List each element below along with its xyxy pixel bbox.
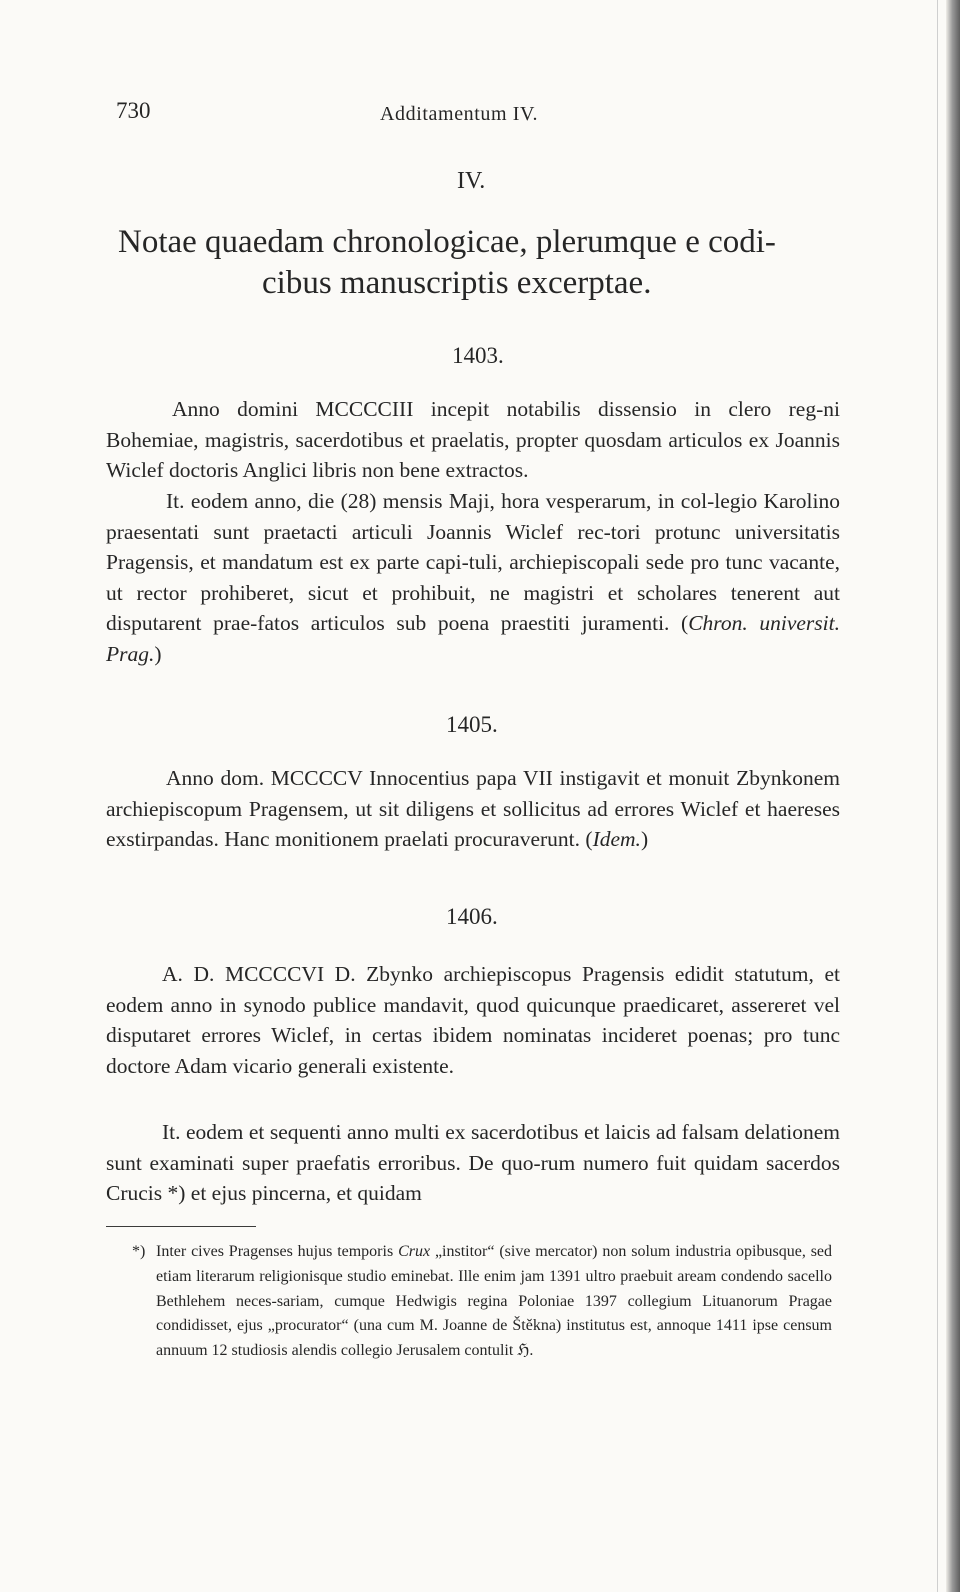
footnote-text-after: „institor“ (sive mercator) non solum industria opibusque, sed etiam literarum religionisque studio eminebat. Ille enim jam 1391 ultro praebuit aream condendo sacello Bethlehem neces-sariam, cumque Hedwigis regina Poloniae 1397 collegium Lituanorum Pragae condidisset, ejus „procurator“ (una cum M. Joanne de Štěkna) institutus est, annoque 1411 ipse censum annuum 12 studiosis alendis collegio Jerusalem contulit xyxy=(156,1243,833,1360)
footnote-italic-word: Crux xyxy=(398,1243,431,1260)
paragraph-1403-b xyxy=(106,486,840,669)
paragraph-text: Anno dom. MCCCCV Innocentius papa VII instigavit et monuit Zbynkonem archiepiscopum Pragensem, ut sit diligens et sollicitus ad errores Wiclef et haereses exstirpandas. Hanc monitionem praelati procuraverunt. ( xyxy=(106,766,840,851)
section-title-line-1: Notae quaedam chronologicae, plerumque e codi- xyxy=(118,224,776,260)
year-heading-1403: 1403. xyxy=(452,343,504,368)
paragraph-text: It. eodem anno, die (28) mensis Maji, hora vesperarum, in col-legio Karolino praesentati sunt praetacti articuli Joannis Wiclef rec-tori protunc universitatis Pragensis, et mandatum est ex parte capi-tuli, archiepiscopali sede pro tunc vacante, ut rector prohiberet, sicut et prohibuit, ne magistri et scholares tenerent aut disputarent prae-fatos articulos sub poena praestiti juramenti. ( xyxy=(106,489,840,635)
section-title-line-2: cibus manuscriptis excerptae. xyxy=(262,265,652,301)
paragraph-1403-a: Anno domini MCCCCIII incepit notabilis dissensio in clero reg-ni Bohemiae, magistris, sacerdotibus et praelatis, propter quosdam articulos ex Joannis Wiclef doctoris Anglici libris non bene extractos. xyxy=(106,397,840,482)
year-heading-1406: 1406. xyxy=(446,904,498,929)
footnote xyxy=(132,1240,833,1364)
footnote-marker: *) xyxy=(132,1243,146,1260)
paragraph-1406-a: A. D. MCCCCVI D. Zbynko archiepiscopus Pragensis edidit statutum, et eodem anno in synodo publice mandavit, quod quicunque praedicaret, assereret vel disputaret errores Wiclef, in certas ibidem nominatas incideret poenas; pro tunc doctore Adam vicario generali existente. xyxy=(106,962,840,1078)
paragraph-1405 xyxy=(106,763,840,855)
source-citation: Chron. universit. Prag. xyxy=(106,611,840,666)
page-edge-shadow xyxy=(946,0,960,1592)
page-edge-line xyxy=(937,0,938,1592)
footnote-signature: ℌ. xyxy=(517,1342,534,1360)
paragraph-1406-b: It. eodem et sequenti anno multi ex sacerdotibus et laicis ad falsam delationem sunt examinati super praefatis erroribus. De quo-rum numero fuit quidam sacerdos Crucis *) et ejus pincerna, et quidam xyxy=(106,1120,840,1205)
citation-close: ) xyxy=(154,641,162,666)
section-number: IV. xyxy=(457,168,486,194)
citation-close: ) xyxy=(640,827,649,851)
running-head: Additamentum IV. xyxy=(380,103,539,125)
footnote-text-before: Inter cives Pragenses hujus temporis xyxy=(156,1243,394,1260)
footnote-rule xyxy=(106,1226,256,1227)
source-citation: Idem. xyxy=(592,827,641,851)
page-number: 730 xyxy=(116,98,151,123)
year-heading-1405: 1405. xyxy=(446,712,498,737)
section-title xyxy=(118,222,858,304)
